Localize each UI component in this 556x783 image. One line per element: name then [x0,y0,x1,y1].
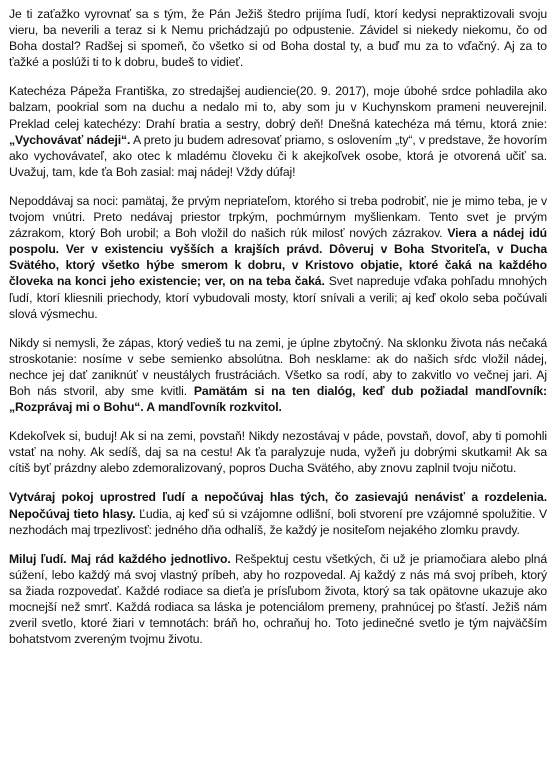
paragraph-4-bold: Pamätám si na ten dialóg, keď dub požiadal mandľovník: „Rozprávaj mi o Bohu“. A mandľovník rozkvitol. [9,383,547,415]
paragraph-1-text: Je ti zaťažko vyrovnať sa s tým, že Pán Ježiš štedro prijíma ľudí, ktorí kedysi nepraktizovali svoju vieru, ba neverili a teraz si k Nemu prichádzajú po odpustenie. Závidel si niekedy niekomu, čo od Boha dostal? Radšej si spomeň, čo všetko si od Boha dostal ty, a buď mu za to vďačný. Aj za to ťažké a poslúži ti to k dobru, budeš to vidieť. [9,7,547,70]
paragraph-3-text-a: Nepoddávaj sa noci: pamätaj, že prvým nepriateľom, ktorého si treba podrobiť, nie je mimo teba, je v tvojom vnútri. Preto nedávaj priestor trpkým, pochmúrnym myšlienkam. Tento svet je prvým zázrakom, ktorý Boh urobil; a Boh vložil do našich rúk milosť nových zázrakov. [9,193,547,241]
paragraph-4-text: Nikdy si nemysli, že zápas, ktorý vedieš tu na zemi, je úplne zbytočný. Na sklonku života nás nečaká stroskotanie: nosíme v sebe semienko absolútna. Boh nesklame: ak do našich sŕdc vložil nádej, nechce jej dať zaniknúť v neustálych frustráciách. Všetko sa rodí, aby to zakvitlo vo večnej jari. Aj Boh nás stvoril, aby sme kvitli. [9,335,547,398]
paragraph-6-text: Ľudia, aj keď sú si vzájomne odlišní, boli stvorení pre vzájomné spolužitie. V nezhodách maj trpezlivosť: jedného dňa odhalíš, že každý je nositeľom nejakého zlomku pravdy. [9,506,547,537]
paragraph-2-bold-title: „Vychovávať nádeji“. [9,132,131,147]
paragraph-1 [9,6,547,70]
paragraph-4 [9,335,547,415]
paragraph-5-text: Kdekoľvek si, buduj! Ak si na zemi, povstaň! Nikdy nezostávaj v páde, povstaň, dovoľ, aby ti pomohli vstať na nohy. Ak sedíš, daj sa na cestu! Ak ťa paralyzuje nuda, vyžeň ju dobrými skutkami! Ak sa cítiš byť prázdny alebo zdemoralizovaný, popros Ducha Svätého, aby znovu zaplnil tvoju ničotu. [9,429,547,476]
paragraph-2-text-a: Katechéza Pápeža Františka, zo stredajšej audiencie(20. 9. 2017), moje úbohé srdce pohladila ako balzam, pookrial som na duchu a nedalo mi to, aby som ju v Kuchynskom prameni neuverejnil. Preklad celej katechézy: Drahí bratia a sestry, dobrý deň! Dnešná katechéza má tému, ktorá znie: [9,84,547,131]
paragraph-6 [9,489,547,537]
paragraph-3-text-b: Svet napreduje vďaka pohľadu mnohých ľudí, ktorí kliesnili priechody, ktorí vybudovali mosty, ktorí snívali a verili; aj keď okolo seba počúvali slová výsmechu. [9,274,547,321]
paragraph-3 [9,193,547,322]
paragraph-6-bold: Vytváraj pokoj uprostred ľudí a nepočúvaj hlas tých, čo zasievajú nenávisť a rozdelenia. Nepočúvaj tieto hlasy. [9,490,547,521]
paragraph-2 [9,83,547,180]
paragraph-7 [9,551,547,648]
paragraph-5 [9,428,547,476]
paragraph-7-bold: Miluj ľudí. Maj rád každého jednotlivo. [9,551,231,566]
paragraph-3-bold: Viera a nádej idú pospolu. Ver v existenciu vyšších a krajších právd. Dôveruj v Boha Stvoriteľa, v Ducha Svätého, ktorý všetko hýbe smerom k dobru, v Kristovo objatie, ktoré čaká na každého človeka na konci jeho existencie; ver, on na teba čaká. [9,226,548,289]
paragraph-2-text-b: A preto ju budem adresovať priamo, s oslovením „ty“, v predstave, že hovorím ako vychovávateľ, ako otec k mladému človeku či k akejkoľvek osobe, ktorá je otvorená učiť sa. Uvažuj, tam, kde ťa Boh zasial: maj nádej! Vždy dúfaj! [9,132,548,179]
paragraph-7-text: Rešpektuj cestu všetkých, či už je priamočiara alebo plná súžení, lebo každý má svoj vlastný príbeh, aby ho rozpovedal. Aj každý z nás má svoj príbeh, ktorý sa žiada rozpovedať. Každé rodiace sa dieťa je prísľubom života, ktorý sa tak opätovne ukazuje ako mocnejší než smrť. Každá rodiaca sa láska je potenciálom premeny, prahnúcej po šťastí. Ježiš nám zveril svetlo, ktoré žiari v temnotách: bráň ho, ochraňuj ho. Toto jedinečné svetlo je tým najväčším bohatstvom zvereným tvojmu životu. [9,551,547,647]
